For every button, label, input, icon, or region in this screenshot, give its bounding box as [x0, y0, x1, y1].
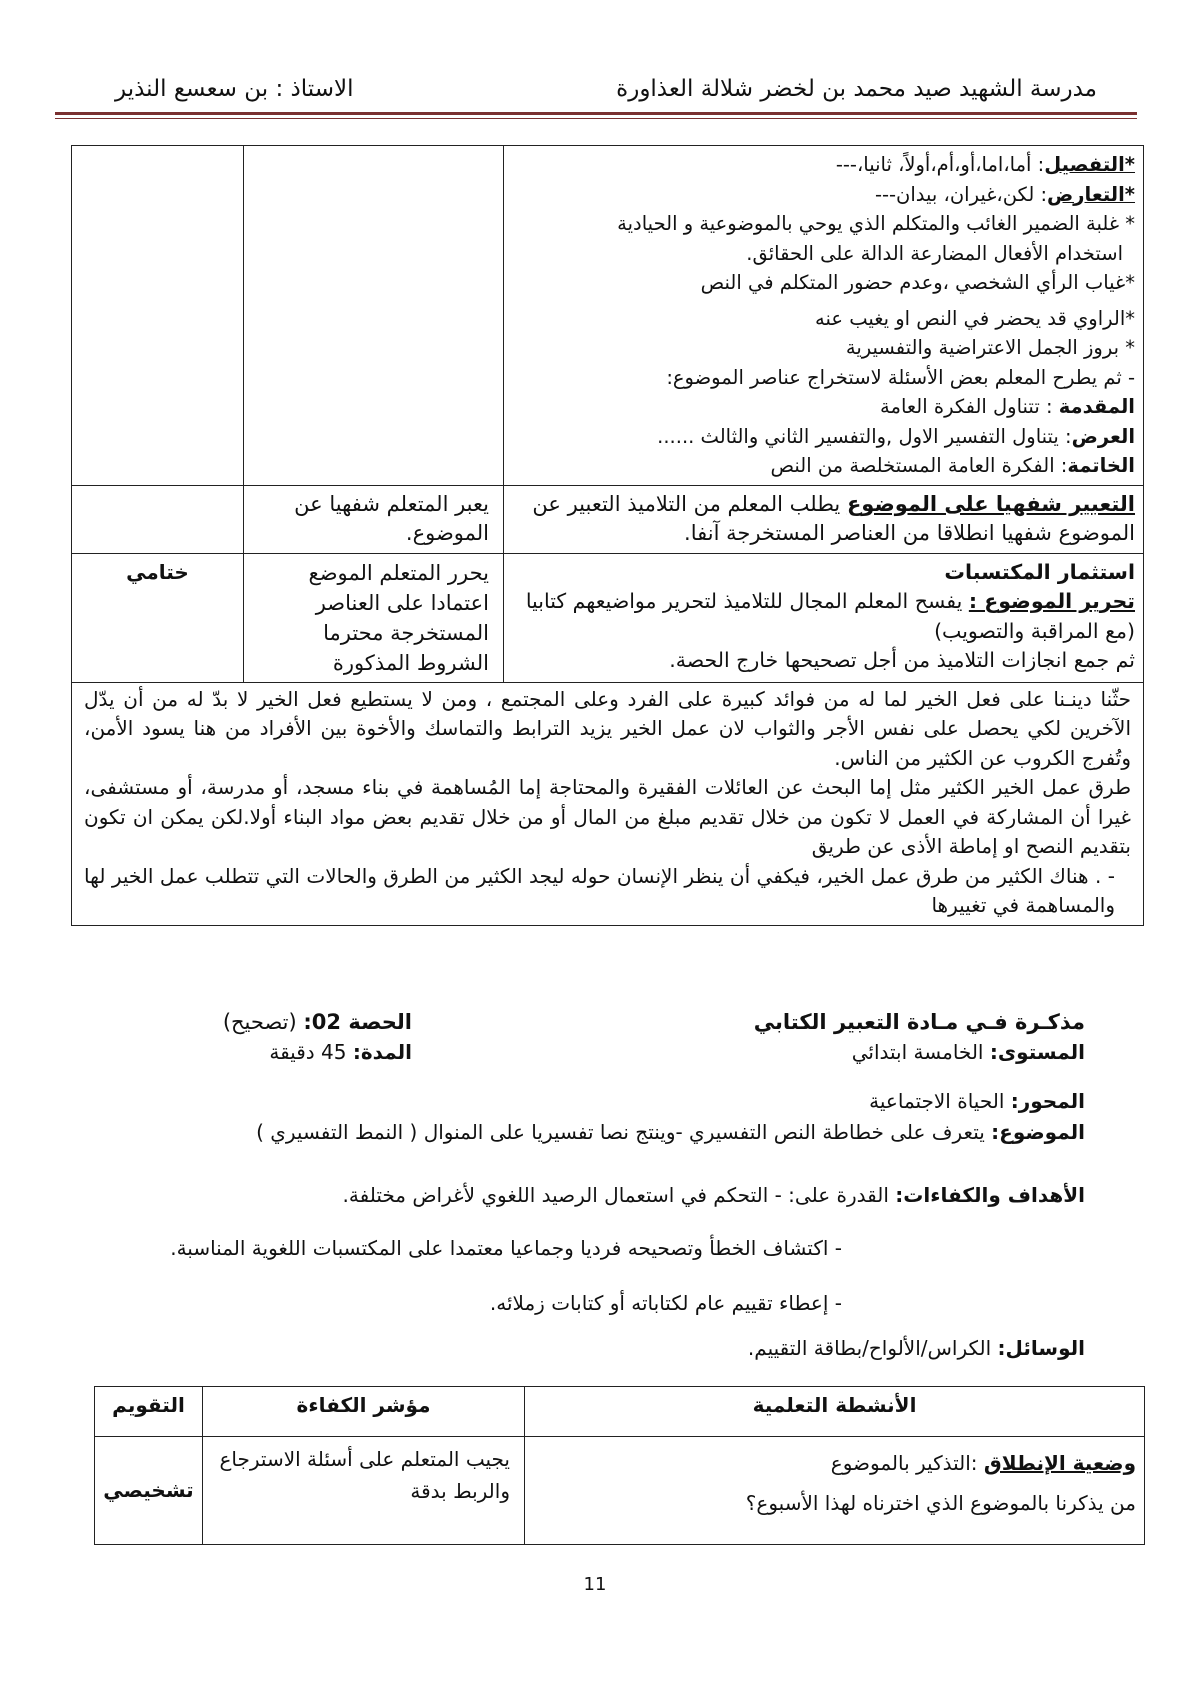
goal-item: - اكتشاف الخطأ وتصحيحه فرديا وجماعيا معتمدا على المكتسبات اللغوية المناسبة.	[170, 1236, 842, 1260]
axis-label: المحور:	[1010, 1089, 1085, 1113]
paragraph: حثّنا دينـنا على فعل الخير لما له من فوائد كبيرة على الفرد وعلى المجتمع ، ومن لا يستطيع فعل الخير لا بدّ له من أن يدّل الآخرين لكي يحصل على نفس الأجر والثواب لان عمل الخير يزيد الترابط والتماسك والأخوة بين الأفراد من هنا يسود الأمن، وتُفرج الكروب عن الكثير من الناس.	[84, 686, 1131, 770]
oral-text: يطلب المعلم من التلاميذ التعبير عن الموضوع شفهيا انطلاقا من العناصر المستخرجة آنفا.	[532, 491, 1135, 545]
paragraph: - . هناك الكثير من طرق عمل الخير، فيكفي أن ينظر الإنسان حوله ليجد الكثير من الطرق والحالات التي تتطلب عمل الخير لها والمساهمة في تغييرها	[84, 863, 1115, 917]
axis-line	[869, 1086, 1085, 1116]
indicator-cell	[244, 146, 504, 486]
memo-title: مذكـرة فـي مـادة التعبير الكتابي	[753, 1010, 1085, 1034]
topic-label: الموضوع:	[991, 1120, 1085, 1144]
school-name: مدرسة الشهيد صيد محمد بن لخضر شلالة العذاورة	[616, 76, 1097, 102]
writing-label: تحرير الموضوع :	[968, 589, 1135, 613]
table-row	[72, 485, 1144, 553]
intro-label: المقدمة	[1058, 395, 1135, 418]
activities-cell	[504, 485, 1144, 553]
table-row	[72, 146, 1144, 486]
line-text: : لكن،غيران، بيدان---	[874, 182, 1048, 206]
line-text: * غلبة الضمير الغائب والمتكلم الذي يوحي بالموضوعية و الحيادية	[617, 212, 1135, 235]
activities-cell	[525, 1437, 1145, 1545]
start-question: من يذكرنا بالموضوع الذي اخترناه لهذا الأسبوع؟	[745, 1491, 1136, 1515]
axis-value: الحياة الاجتماعية	[869, 1089, 1011, 1113]
goal-item: - إعطاء تقييم عام لكتاباته أو كتابات زملائه.	[489, 1291, 842, 1315]
level-value: الخامسة ابتدائي	[851, 1040, 990, 1064]
body-label: العرض	[1071, 424, 1135, 448]
line-text: : تتناول الفكرة العامة	[880, 395, 1059, 418]
duration-value: 45 دقيقة	[269, 1040, 353, 1064]
column-header: مؤشر الكفاءة	[203, 1387, 525, 1437]
activities-cell	[504, 146, 1144, 486]
level-line	[852, 1037, 1085, 1067]
evaluation-cell	[72, 485, 244, 553]
start-text: :التذكير بالموضوع	[830, 1451, 984, 1475]
page-header	[55, 70, 1137, 110]
line-label: *التفصيل	[1044, 153, 1135, 176]
column-header: الأنشطة التعلمية	[525, 1387, 1145, 1437]
writing-text: يفسح المعلم المجال للتلاميذ لتحرير مواضيعهم كتابيا	[525, 589, 969, 613]
topic-line	[256, 1117, 1085, 1147]
activities-cell	[504, 553, 1144, 682]
session-label: الحصة 02:	[303, 1010, 412, 1034]
indicator-cell: يحرر المتعلم الموضع اعتمادا على العناصر المستخرجة محترما الشروط المذكورة	[244, 553, 504, 682]
evaluation-cell: ختامي	[72, 553, 244, 682]
evaluation-cell	[72, 146, 244, 486]
line-text: : أما،اما،أو،أم،أولاً، ثانيا،---	[835, 153, 1045, 176]
table-row	[72, 553, 1144, 682]
lesson-table-continued	[71, 145, 1144, 926]
writing-text: (مع المراقبة والتصويب)	[934, 618, 1135, 643]
line-text: * بروز الجمل الاعتراضية والتفسيرية	[845, 336, 1135, 359]
indicator-cell: يعبر المتعلم شفهيا عن الموضوع.	[244, 485, 504, 553]
line-text: - ثم يطرح المعلم بعض الأسئلة لاستخراج عناصر الموضوع:	[666, 365, 1135, 389]
tools-line	[748, 1333, 1085, 1363]
oral-label: التعبير شفهيا على الموضوع	[846, 491, 1135, 516]
tools-value: الكراس/الألواح/بطاقة التقييم.	[747, 1336, 998, 1360]
line-text: *الراوي قد يحضر في النص او يغيب عنه	[815, 306, 1135, 330]
table-row	[72, 682, 1144, 925]
line-text: : يتناول التفسير الاول ,والتفسير الثاني والثالث ......	[657, 424, 1072, 448]
goals-line	[343, 1180, 1085, 1210]
header-rule-thin	[55, 118, 1137, 119]
header-rule	[55, 112, 1137, 115]
table-header-row	[95, 1387, 1145, 1437]
session-line	[223, 1007, 412, 1037]
column-header: التقويم	[95, 1387, 203, 1437]
line-text: *غياب الرأي الشخصي ،وعدم حضور المتكلم في النص	[700, 271, 1135, 294]
page-number: 11	[583, 1574, 607, 1595]
evaluation-cell: تشخيصي	[95, 1437, 203, 1545]
line-label: *التعارض	[1047, 182, 1135, 206]
level-label: المستوى:	[989, 1040, 1085, 1064]
lesson-table	[94, 1386, 1145, 1545]
writing-text: ثم جمع انجازات التلاميذ من أجل تصحيحها خارج الحصة.	[669, 648, 1135, 672]
topic-value: يتعرف على خطاطة النص التفسيري -وينتج نصا تفسيريا على المنوال ( النمط التفسيري )	[256, 1120, 992, 1144]
conclusion-label: الخاتمة	[1067, 454, 1135, 477]
start-label: وضعية الإنطلاق	[983, 1451, 1136, 1475]
session-value: (تصحيح)	[222, 1010, 304, 1034]
model-text-cell	[72, 682, 1144, 925]
line-text: استخدام الأفعال المضارعة الدالة على الحقائق.	[746, 241, 1123, 265]
section-heading: استثمار المكتسبات	[944, 559, 1135, 584]
teacher-name: الاستاذ : بن سعسع النذير	[115, 76, 354, 102]
duration-label: المدة:	[352, 1040, 412, 1064]
table-row	[95, 1437, 1145, 1545]
line-text: : الفكرة العامة المستخلصة من النص	[770, 454, 1068, 477]
paragraph: طرق عمل الخير الكثير مثل إما البحث عن العائلات الفقيرة والمحتاجة إما المُساهمة في بناء مسجد، أو مدرسة، أو مستشفى، غيرا أن المشاركة في العمل لا تكون من خلال تقديم مبلغ من المال أو من خلال تقديم بعض مواد البناء أولا.لكن يمكن ان تكون بتقديم النصح او إماطة الأذى عن طريق	[84, 775, 1131, 858]
goals-label: الأهداف والكفاءات:	[895, 1183, 1085, 1207]
indicator-cell: يجيب المتعلم على أسئلة الاسترجاع والربط بدقة	[203, 1437, 525, 1545]
tools-label: الوسائل:	[997, 1336, 1085, 1360]
duration-line	[269, 1037, 412, 1067]
goals-value: القدرة على: - التحكم في استعمال الرصيد اللغوي لأغراض مختلفة.	[342, 1183, 896, 1207]
